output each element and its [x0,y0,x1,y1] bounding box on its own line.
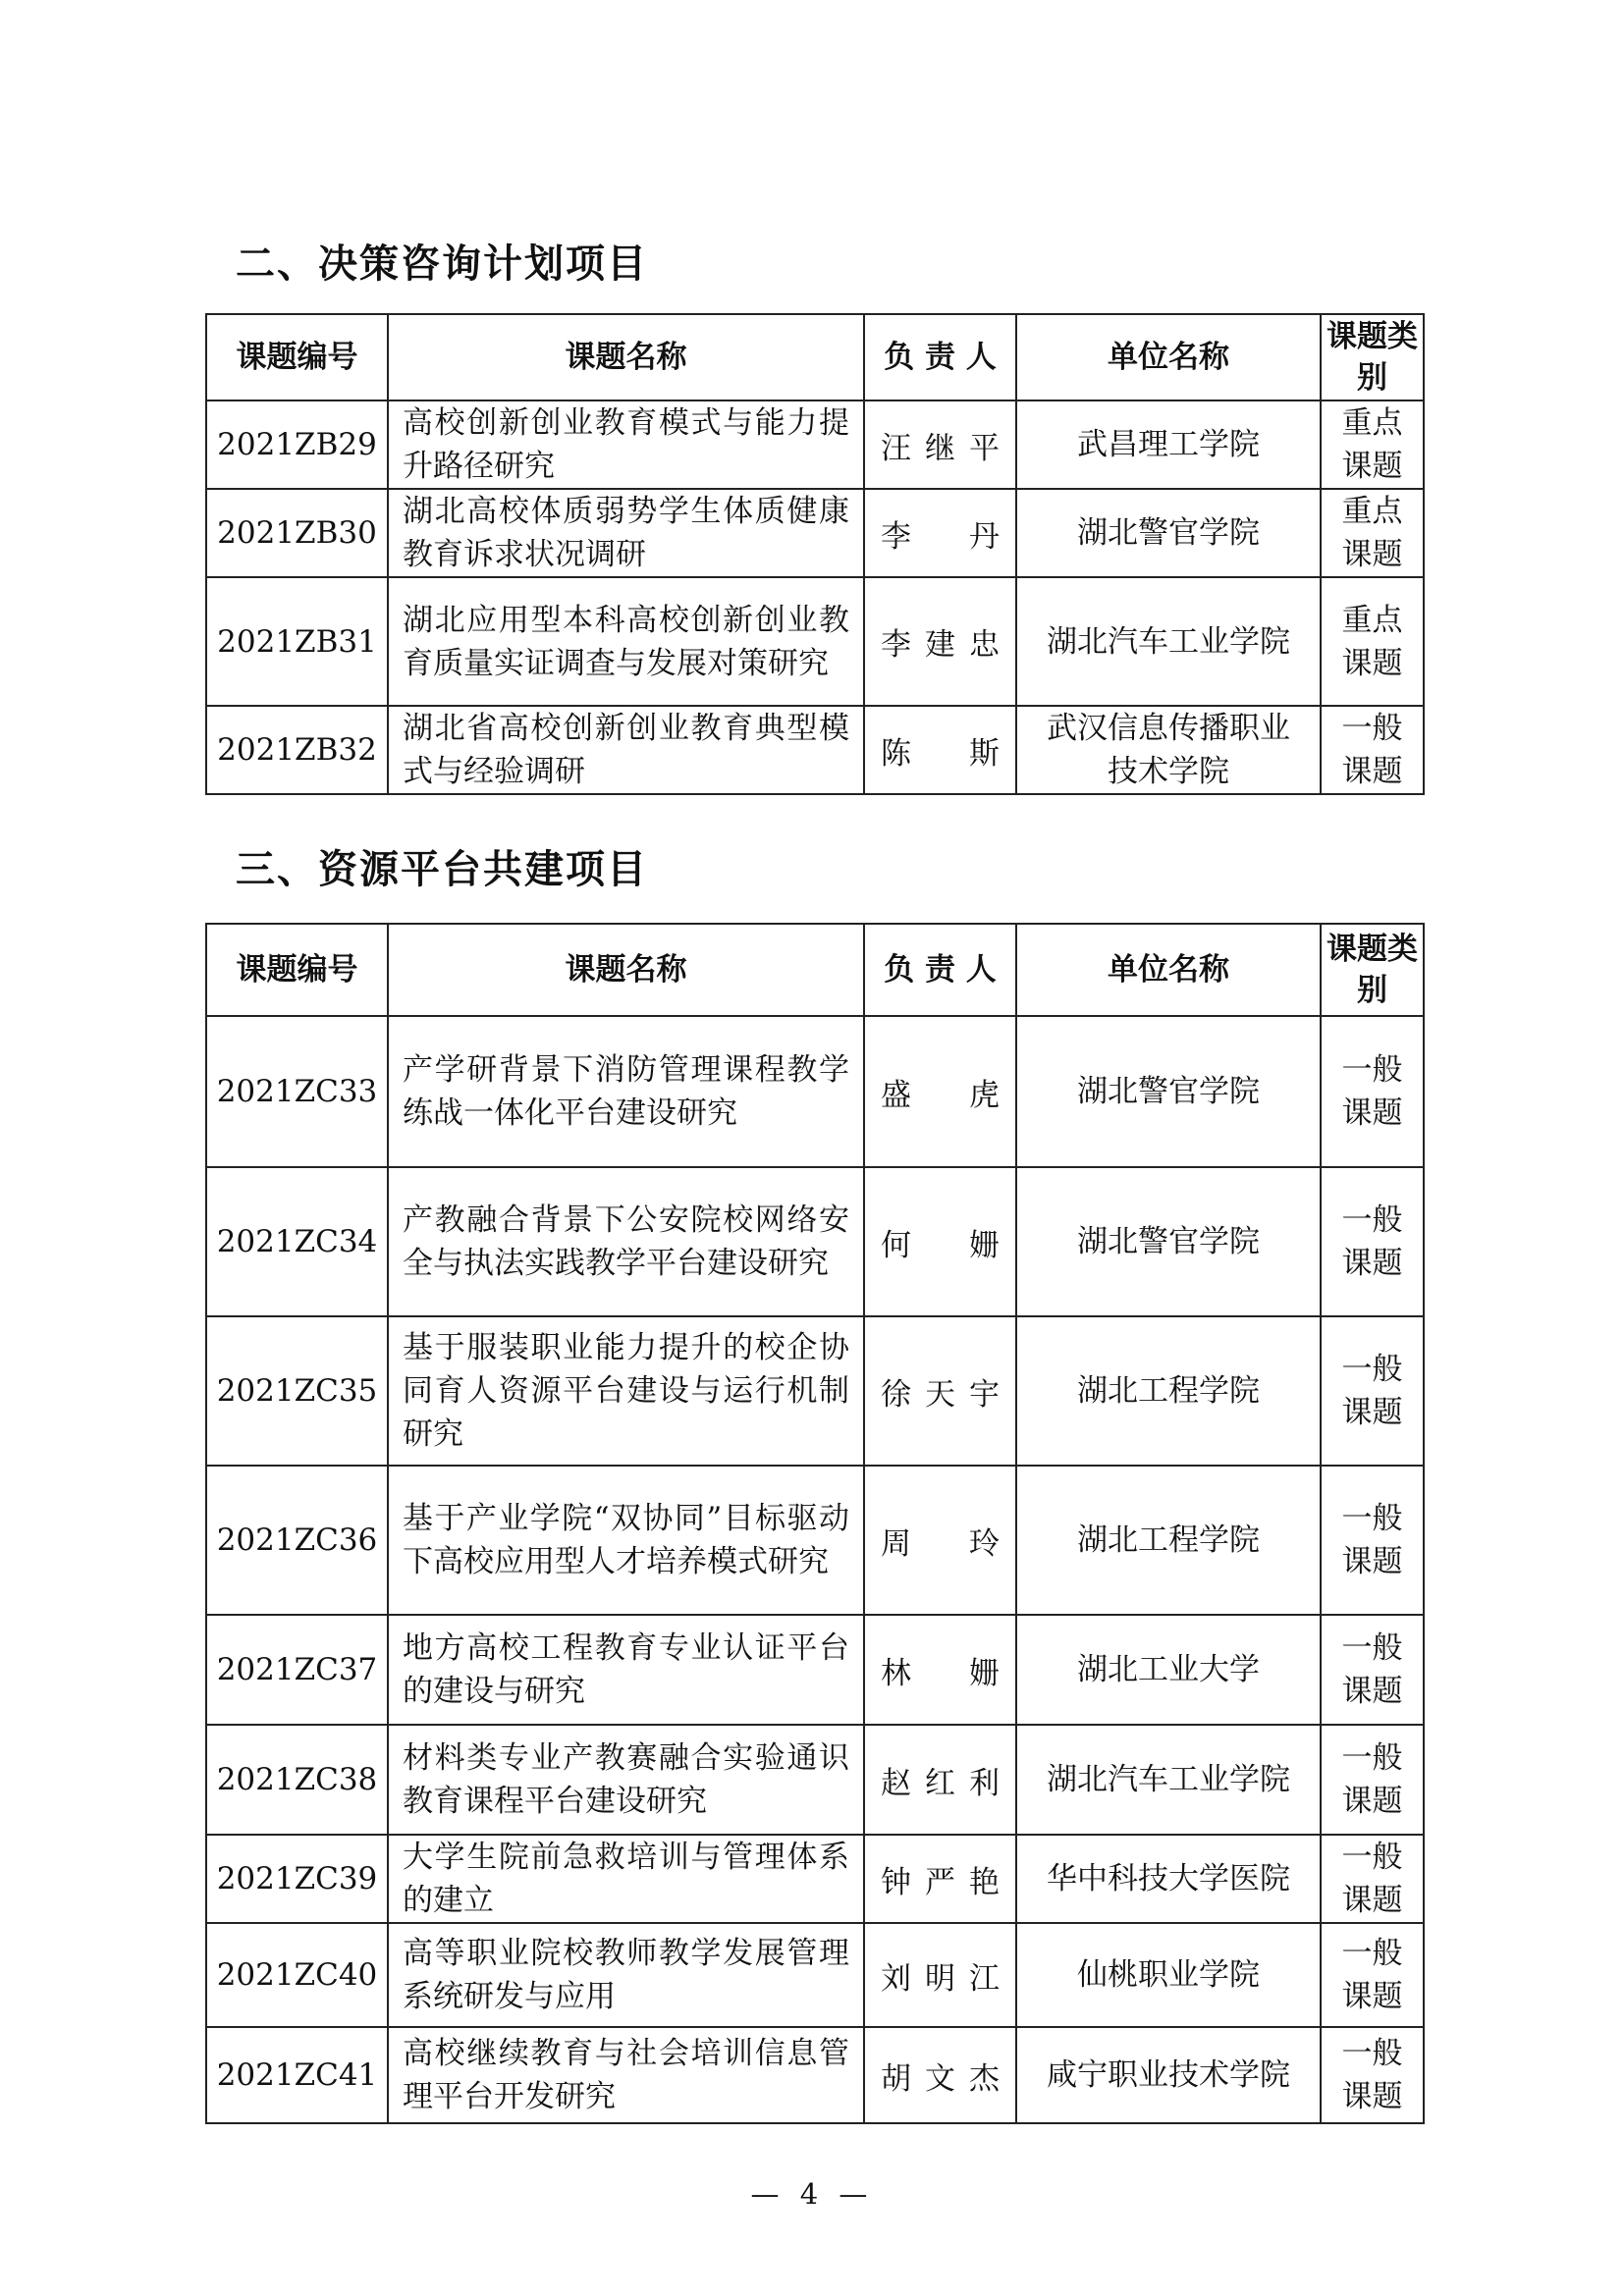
cell-code: 2021ZC34 [206,1167,388,1316]
cell-person: 林姗 [864,1615,1016,1725]
cell-code: 2021ZC41 [206,2027,388,2123]
cell-category: 一般课题 [1321,1316,1424,1466]
cell-unit: 湖北工业大学 [1016,1615,1321,1725]
table-row [206,706,1424,794]
page-number: — 4 — [750,2177,874,2211]
header-code: 课题编号 [206,314,388,400]
resource-platform-table [205,923,1425,2124]
cell-name: 高等职业院校教师教学发展管理系统研发与应用 [388,1923,864,2027]
cell-name: 基于产业学院“双协同”目标驱动下高校应用型人才培养模式研究 [388,1466,864,1615]
cell-code: 2021ZC35 [206,1316,388,1466]
cell-code: 2021ZB30 [206,489,388,577]
cell-name: 湖北省高校创新创业教育典型模式与经验调研 [388,706,864,794]
table-row [206,1016,1424,1167]
table-row [206,400,1424,489]
header-unit: 单位名称 [1016,314,1321,400]
cell-name: 高校继续教育与社会培训信息管理平台开发研究 [388,2027,864,2123]
decision-consulting-table [205,313,1425,795]
cell-person: 陈斯 [864,706,1016,794]
cell-category: 一般课题 [1321,1923,1424,2027]
header-name: 课题名称 [388,314,864,400]
header-person: 负 责 人 [864,924,1016,1016]
cell-category: 一般课题 [1321,1466,1424,1615]
table-header-row [206,314,1424,400]
cell-category: 一般课题 [1321,1725,1424,1835]
cell-name: 基于服装职业能力提升的校企协同育人资源平台建设与运行机制研究 [388,1316,864,1466]
cell-name: 产学研背景下消防管理课程教学练战一体化平台建设研究 [388,1016,864,1167]
cell-category: 重点课题 [1321,489,1424,577]
cell-name: 湖北高校体质弱势学生体质健康教育诉求状况调研 [388,489,864,577]
cell-person: 钟严艳 [864,1835,1016,1923]
cell-person: 徐天宇 [864,1316,1016,1466]
cell-person: 赵红利 [864,1725,1016,1835]
table-row [206,1167,1424,1316]
cell-code: 2021ZC36 [206,1466,388,1615]
cell-person: 周玲 [864,1466,1016,1615]
cell-person: 盛虎 [864,1016,1016,1167]
cell-code: 2021ZB32 [206,706,388,794]
cell-code: 2021ZB29 [206,400,388,489]
cell-name: 地方高校工程教育专业认证平台的建设与研究 [388,1615,864,1725]
cell-person: 汪继平 [864,400,1016,489]
cell-code: 2021ZC38 [206,1725,388,1835]
cell-unit: 咸宁职业技术学院 [1016,2027,1321,2123]
cell-category: 一般课题 [1321,1167,1424,1316]
cell-unit: 武汉信息传播职业技术学院 [1016,706,1321,794]
table-row [206,1466,1424,1615]
table-row [206,489,1424,577]
cell-unit: 湖北工程学院 [1016,1316,1321,1466]
header-code: 课题编号 [206,924,388,1016]
cell-unit: 湖北警官学院 [1016,1167,1321,1316]
cell-person: 胡文杰 [864,2027,1016,2123]
table-row [206,2027,1424,2123]
cell-name: 高校创新创业教育模式与能力提升路径研究 [388,400,864,489]
cell-person: 刘明江 [864,1923,1016,2027]
cell-person: 李丹 [864,489,1016,577]
cell-name: 产教融合背景下公安院校网络安全与执法实践教学平台建设研究 [388,1167,864,1316]
cell-code: 2021ZC40 [206,1923,388,2027]
table-row [206,1725,1424,1835]
table-row [206,1923,1424,2027]
cell-category: 一般课题 [1321,2027,1424,2123]
table-row [206,1835,1424,1923]
cell-category: 重点课题 [1321,577,1424,706]
cell-unit: 湖北警官学院 [1016,1016,1321,1167]
header-category: 课题类别 [1321,314,1424,400]
cell-unit: 湖北汽车工业学院 [1016,1725,1321,1835]
cell-person: 何姗 [864,1167,1016,1316]
cell-name: 湖北应用型本科高校创新创业教育质量实证调查与发展对策研究 [388,577,864,706]
cell-unit: 湖北汽车工业学院 [1016,577,1321,706]
cell-code: 2021ZB31 [206,577,388,706]
cell-unit: 湖北工程学院 [1016,1466,1321,1615]
cell-unit: 湖北警官学院 [1016,489,1321,577]
cell-category: 一般课题 [1321,1016,1424,1167]
cell-code: 2021ZC37 [206,1615,388,1725]
header-unit: 单位名称 [1016,924,1321,1016]
header-person: 负 责 人 [864,314,1016,400]
table-header-row [206,924,1424,1016]
cell-person: 李建忠 [864,577,1016,706]
table-row [206,577,1424,706]
table-row [206,1316,1424,1466]
cell-category: 一般课题 [1321,706,1424,794]
cell-category: 一般课题 [1321,1835,1424,1923]
cell-category: 重点课题 [1321,400,1424,489]
section-title-decision-consulting: 二、决策咨询计划项目 [236,241,648,287]
header-category: 课题类别 [1321,924,1424,1016]
header-name: 课题名称 [388,924,864,1016]
table-row [206,1615,1424,1725]
section-title-resource-platform: 三、资源平台共建项目 [236,847,648,892]
cell-unit: 仙桃职业学院 [1016,1923,1321,2027]
cell-category: 一般课题 [1321,1615,1424,1725]
cell-unit: 武昌理工学院 [1016,400,1321,489]
cell-name: 材料类专业产教赛融合实验通识教育课程平台建设研究 [388,1725,864,1835]
cell-code: 2021ZC33 [206,1016,388,1167]
cell-unit: 华中科技大学医院 [1016,1835,1321,1923]
cell-name: 大学生院前急救培训与管理体系的建立 [388,1835,864,1923]
cell-code: 2021ZC39 [206,1835,388,1923]
